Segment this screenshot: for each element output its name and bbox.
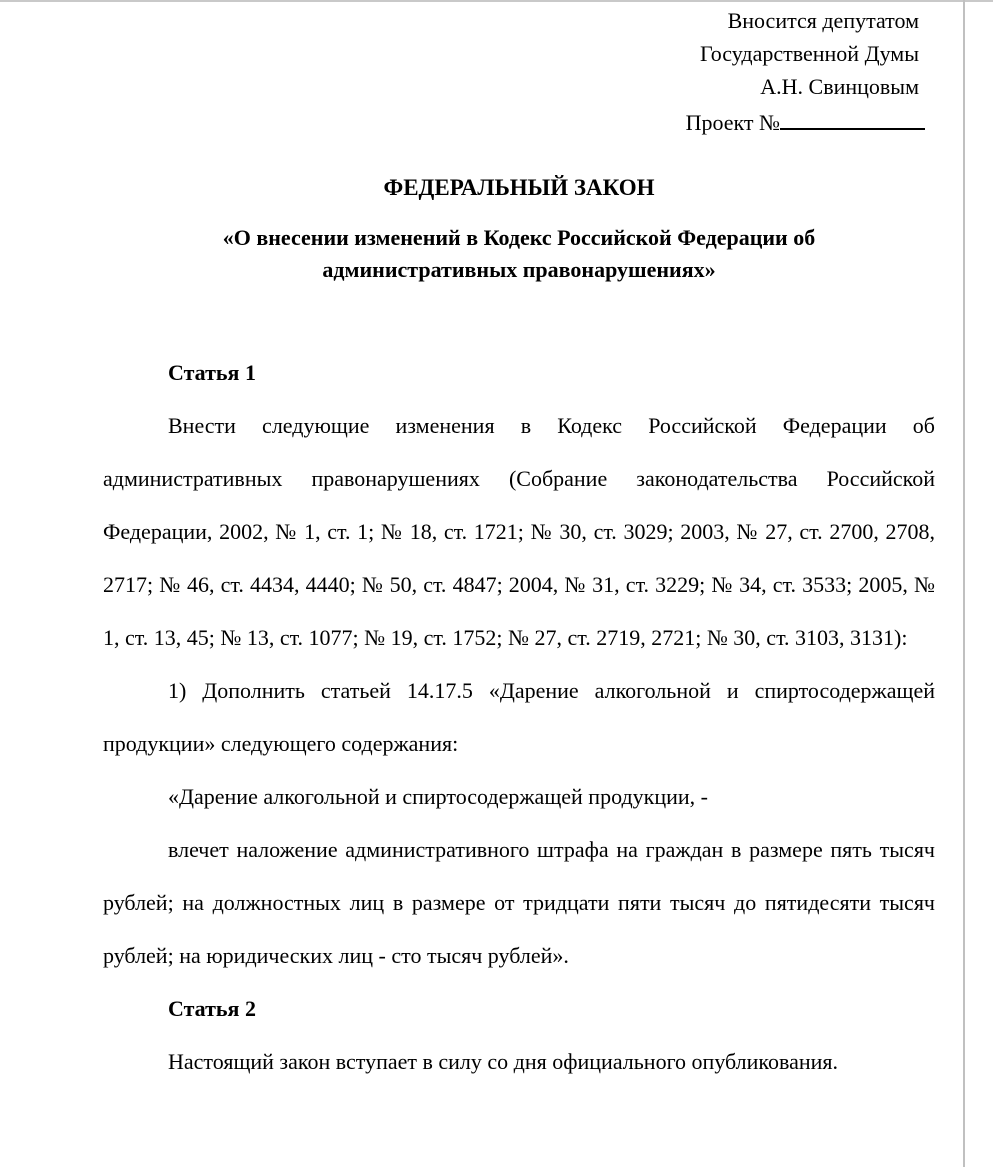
article-1-paragraph-2: 1) Дополнить статьей 14.17.5 «Дарение алкогольной и спиртосодержащей продукции» следующего содержания: [103, 678, 935, 756]
article-2-heading: Статья 2 [168, 996, 256, 1021]
project-number-label: Проект № [685, 110, 780, 135]
submitted-by-block [103, 4, 935, 103]
submitted-by-line-3: А.Н. Свинцовым [760, 74, 919, 99]
project-number-blank [780, 127, 925, 130]
submitted-by-line-1: Вносится депутатом [727, 8, 919, 33]
article-1-heading: Статья 1 [168, 360, 256, 385]
document-body [103, 346, 935, 1088]
article-1-paragraph-1: Внести следующие изменения в Кодекс Российской Федерации об административных правонарушениях (Собрание законодательства Российской Федерации, 2002, № 1, ст. 1; № 18, ст. 1721; № 30, ст. 3029; 2003, № 27, ст. 2700, 2708, 2717; № 46, ст. 4434, 4440; № 50, ст. 4847; 2004, № 31, ст. 3229; № 34, ст. 3533; 2005, № 1, ст. 13, 45; № 13, ст. 1077; № 19, ст. 1752; № 27, ст. 2719, 2721; № 30, ст. 3103, 3131): [103, 413, 935, 650]
document-content [103, 0, 935, 1088]
law-subtitle: «О внесении изменений в Кодекс Российской Федерации об административных правонарушениях» [222, 225, 816, 282]
article-2-paragraph-1: Настоящий закон вступает в силу со дня официального опубликования. [168, 1049, 839, 1074]
project-number-line [103, 107, 935, 139]
submitted-by-line-2: Государственной Думы [699, 41, 919, 66]
article-1-paragraph-3: «Дарение алкогольной и спиртосодержащей продукции, - [168, 784, 708, 809]
law-title: ФЕДЕРАЛЬНЫЙ ЗАКОН [383, 175, 655, 200]
page-right-edge-line [963, 0, 965, 1167]
article-1-paragraph-4: влечет наложение административного штрафа на граждан в размере пять тысяч рублей; на должностных лиц в размере от тридцати пяти тысяч до пятидесяти тысяч рублей; на юридических лиц - сто тысяч рублей». [103, 837, 935, 968]
